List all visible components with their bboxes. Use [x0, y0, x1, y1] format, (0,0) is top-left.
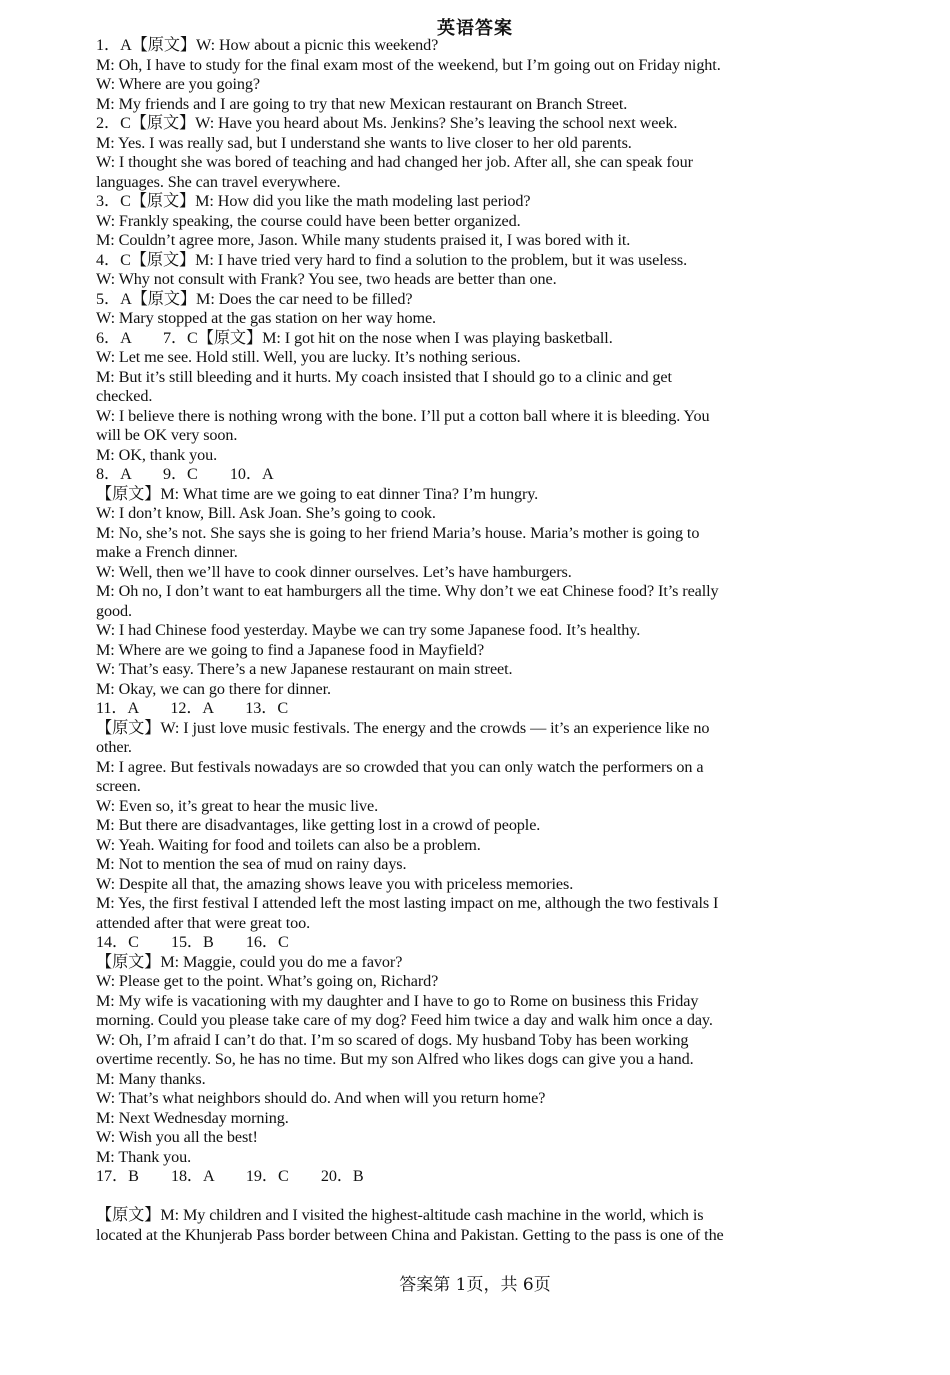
text-line: will be OK very soon.	[96, 426, 238, 444]
text-line: 5．A【原文】M: Does the car need to be filled?	[96, 289, 413, 308]
text-line: 【原文】M: Maggie, could you do me a favor?	[96, 952, 403, 971]
text-line: 3．C【原文】M: How did you like the math modeling last period?	[96, 192, 531, 210]
text-line: W: I believe there is nothing wrong with the bone. I’ll put a cotton ball where it is bleeding. You	[96, 406, 710, 425]
text-line: 2．C【原文】W: Have you heard about Ms. Jenkins? She’s leaving the school next week.	[96, 114, 678, 132]
text-line: morning. Could you please take care of my dog? Feed him twice a day and walk him once a day.	[96, 1011, 713, 1029]
text-line: overtime recently. So, he has no time. But my son Alfred who likes dogs can give you a hand.	[96, 1050, 694, 1068]
text-line: M: Yes, the first festival I attended left the most lasting impact on me, although the two festivals I	[96, 894, 719, 912]
text-line: W: Mary stopped at the gas station on her way home.	[96, 309, 436, 327]
text-line: M: Couldn’t agree more, Jason. While many students praised it, I was bored with it.	[96, 231, 631, 249]
blank-line	[96, 1187, 836, 1207]
text-line: 【原文】M: My children and I visited the highest-altitude cash machine in the world, which is	[96, 1206, 704, 1224]
text-line: attended after that were great too.	[96, 913, 311, 932]
text-line: W: I had Chinese food yesterday. Maybe we can try some Japanese food. It’s healthy.	[96, 621, 641, 639]
text-line: W: Please get to the point. What’s going on, Richard?	[96, 972, 439, 990]
text-line: located at the Khunjerab Pass border between China and Pakistan. Getting to the pass is one of the	[96, 1225, 724, 1244]
text-line: W: Wish you all the best!	[96, 1128, 258, 1146]
text-line: 6．A 7．C【原文】M: I got hit on the nose when I was playing basketball.	[96, 328, 613, 347]
text-line: W: Well, then we’ll have to cook dinner ourselves. Let’s have hamburgers.	[96, 562, 572, 581]
text-line: M: Yes. I was really sad, but I understand she wants to live closer to her old parents.	[96, 133, 632, 152]
text-line: W: Frankly speaking, the course could have been better organized.	[96, 211, 521, 230]
text-line: M: But there are disadvantages, like getting lost in a crowd of people.	[96, 816, 541, 834]
text-line: make a French dinner.	[96, 543, 238, 561]
text-line: screen.	[96, 777, 141, 795]
text-line: W: I thought she was bored of teaching and had changed her job. After all, she can speak four	[96, 153, 693, 171]
text-line: W: Where are you going?	[96, 75, 261, 93]
text-line: W: That’s what neighbors should do. And when will you return home?	[96, 1089, 546, 1107]
text-line: checked.	[96, 387, 153, 405]
text-line: M: But it’s still bleeding and it hurts. My coach insisted that I should go to a clinic and get	[96, 367, 672, 386]
text-line: M: Where are we going to find a Japanese food in Mayfield?	[96, 640, 485, 659]
text-line: M: I agree. But festivals nowadays are so crowded that you can only watch the performers on a	[96, 757, 704, 776]
text-line: W: Why not consult with Frank? You see, two heads are better than one.	[96, 270, 557, 288]
text-line: W: That’s easy. There’s a new Japanese restaurant on main street.	[96, 660, 513, 678]
answer-text-body	[96, 36, 836, 1245]
text-line: W: Oh, I’m afraid I can’t do that. I’m so scared of dogs. My husband Toby has been working	[96, 1030, 689, 1049]
text-line: M: Thank you.	[96, 1147, 192, 1166]
text-line: M: Okay, we can go there for dinner.	[96, 679, 331, 698]
text-line: M: OK, thank you.	[96, 445, 218, 464]
text-line: languages. She can travel everywhere.	[96, 172, 341, 191]
text-line: 4．C【原文】M: I have tried very hard to find a solution to the problem, but it was useless.	[96, 250, 688, 269]
text-line: other.	[96, 738, 132, 756]
text-line: 17．B 18．A 19．C 20．B	[96, 1167, 364, 1185]
text-line: W: Even so, it’s great to hear the music live.	[96, 796, 379, 815]
page-title: 英语答案	[437, 18, 513, 39]
text-line: 11．A 12．A 13．C	[96, 699, 289, 717]
text-line: M: Many thanks.	[96, 1069, 206, 1088]
text-line: 【原文】W: I just love music festivals. The energy and the crowds — it’s an experience like no	[96, 718, 710, 737]
text-line: 1．A【原文】W: How about a picnic this weekend?	[96, 36, 439, 54]
text-line: W: Yeah. Waiting for food and toilets can also be a problem.	[96, 835, 481, 854]
text-line: M: No, she’s not. She says she is going to her friend Maria’s house. Maria’s mother is going to	[96, 523, 700, 542]
text-line: M: Not to mention the sea of mud on rainy days.	[96, 855, 407, 873]
text-line: W: Despite all that, the amazing shows leave you with priceless memories.	[96, 874, 574, 893]
text-line: W: I don’t know, Bill. Ask Joan. She’s going to cook.	[96, 504, 436, 522]
text-line: M: Next Wednesday morning.	[96, 1108, 289, 1127]
text-line: M: Oh, I have to study for the final exam most of the weekend, but I’m going out on Friday night.	[96, 55, 721, 74]
text-line: good.	[96, 601, 132, 620]
text-line: 8．A 9．C 10．A	[96, 465, 274, 483]
text-line: M: My friends and I are going to try that new Mexican restaurant on Branch Street.	[96, 94, 628, 113]
text-line: W: Let me see. Hold still. Well, you are lucky. It’s nothing serious.	[96, 348, 521, 366]
text-line: 14．C 15．B 16．C	[96, 933, 289, 951]
text-line: M: My wife is vacationing with my daughter and I have to go to Rome on business this Friday	[96, 991, 699, 1010]
page-footer: 答案第 1页，共 6页	[399, 1275, 551, 1295]
text-line: 【原文】M: What time are we going to eat dinner Tina? I’m hungry.	[96, 484, 539, 503]
text-line: M: Oh no, I don’t want to eat hamburgers all the time. Why don’t we eat Chinese food? It’s really	[96, 582, 719, 600]
